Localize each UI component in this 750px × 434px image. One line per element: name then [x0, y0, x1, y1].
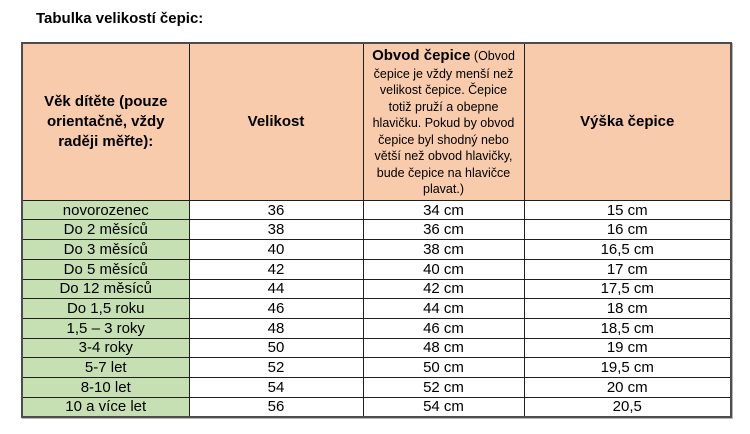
cell-age: Do 12 měsíců: [22, 279, 189, 299]
table-row: [22, 299, 731, 319]
table-header: [22, 43, 731, 200]
cap-size-table: [21, 42, 732, 418]
cell-age: Do 2 měsíců: [22, 220, 189, 240]
cell-circumference: 42 cm: [363, 279, 524, 299]
table-row: [22, 358, 731, 378]
table-row: [22, 240, 731, 260]
cell-height: 16 cm: [524, 220, 731, 240]
cell-height: 17 cm: [524, 259, 731, 279]
table-row: [22, 318, 731, 338]
header-circumference-note: (Obvod čepice je vždy menší než velikost čepice. Čepice totiž pruží a obepne hlavičku. Pokud by obvod čepice byl shodný nebo větší než obvod hlavičky, bude čepice na hlavičce plavat.): [372, 49, 515, 197]
cell-circumference: 50 cm: [363, 358, 524, 378]
cell-size: 46: [189, 299, 363, 319]
cell-circumference: 48 cm: [363, 338, 524, 358]
cell-circumference: 34 cm: [363, 200, 524, 220]
header-circumference-title: Obvod čepice: [372, 47, 471, 64]
cell-age: 5-7 let: [22, 358, 189, 378]
page-title: Tabulka velikostí čepic:: [36, 10, 204, 27]
cell-height: 20 cm: [524, 377, 731, 397]
cell-age: 8-10 let: [22, 377, 189, 397]
cell-size: 54: [189, 377, 363, 397]
cell-age: Do 3 měsíců: [22, 240, 189, 260]
cell-height: 15 cm: [524, 200, 731, 220]
cell-height: 17,5 cm: [524, 279, 731, 299]
cell-size: 38: [189, 220, 363, 240]
table-row: [22, 200, 731, 220]
cell-size: 56: [189, 397, 363, 417]
cell-height: 19 cm: [524, 338, 731, 358]
cell-size: 48: [189, 318, 363, 338]
table-row: [22, 338, 731, 358]
table-row: [22, 279, 731, 299]
cell-circumference: 40 cm: [363, 259, 524, 279]
header-height: Výška čepice: [524, 43, 731, 200]
cell-size: 52: [189, 358, 363, 378]
cell-size: 50: [189, 338, 363, 358]
cell-size: 40: [189, 240, 363, 260]
cell-age: Do 5 měsíců: [22, 259, 189, 279]
cell-circumference: 44 cm: [363, 299, 524, 319]
cell-circumference: 54 cm: [363, 397, 524, 417]
cell-circumference: 46 cm: [363, 318, 524, 338]
header-age: Věk dítěte (pouze orientačně, vždy raději měřte):: [22, 43, 189, 200]
header-circumference: [363, 43, 524, 200]
table-row: [22, 377, 731, 397]
header-row: [22, 43, 731, 200]
cell-height: 18 cm: [524, 299, 731, 319]
table-row: [22, 259, 731, 279]
cell-height: 16,5 cm: [524, 240, 731, 260]
cell-size: 44: [189, 279, 363, 299]
cell-age: novorozenec: [22, 200, 189, 220]
cell-age: 10 a více let: [22, 397, 189, 417]
cell-size: 36: [189, 200, 363, 220]
table-body: [22, 200, 731, 417]
cell-age: 1,5 – 3 roky: [22, 318, 189, 338]
cell-age: 3-4 roky: [22, 338, 189, 358]
cell-height: 20,5: [524, 397, 731, 417]
cell-height: 18,5 cm: [524, 318, 731, 338]
cell-circumference: 38 cm: [363, 240, 524, 260]
cell-size: 42: [189, 259, 363, 279]
cell-circumference: 52 cm: [363, 377, 524, 397]
cell-age: Do 1,5 roku: [22, 299, 189, 319]
cell-circumference: 36 cm: [363, 220, 524, 240]
table-row: [22, 220, 731, 240]
cell-height: 19,5 cm: [524, 358, 731, 378]
header-size: Velikost: [189, 43, 363, 200]
table-row: [22, 397, 731, 417]
